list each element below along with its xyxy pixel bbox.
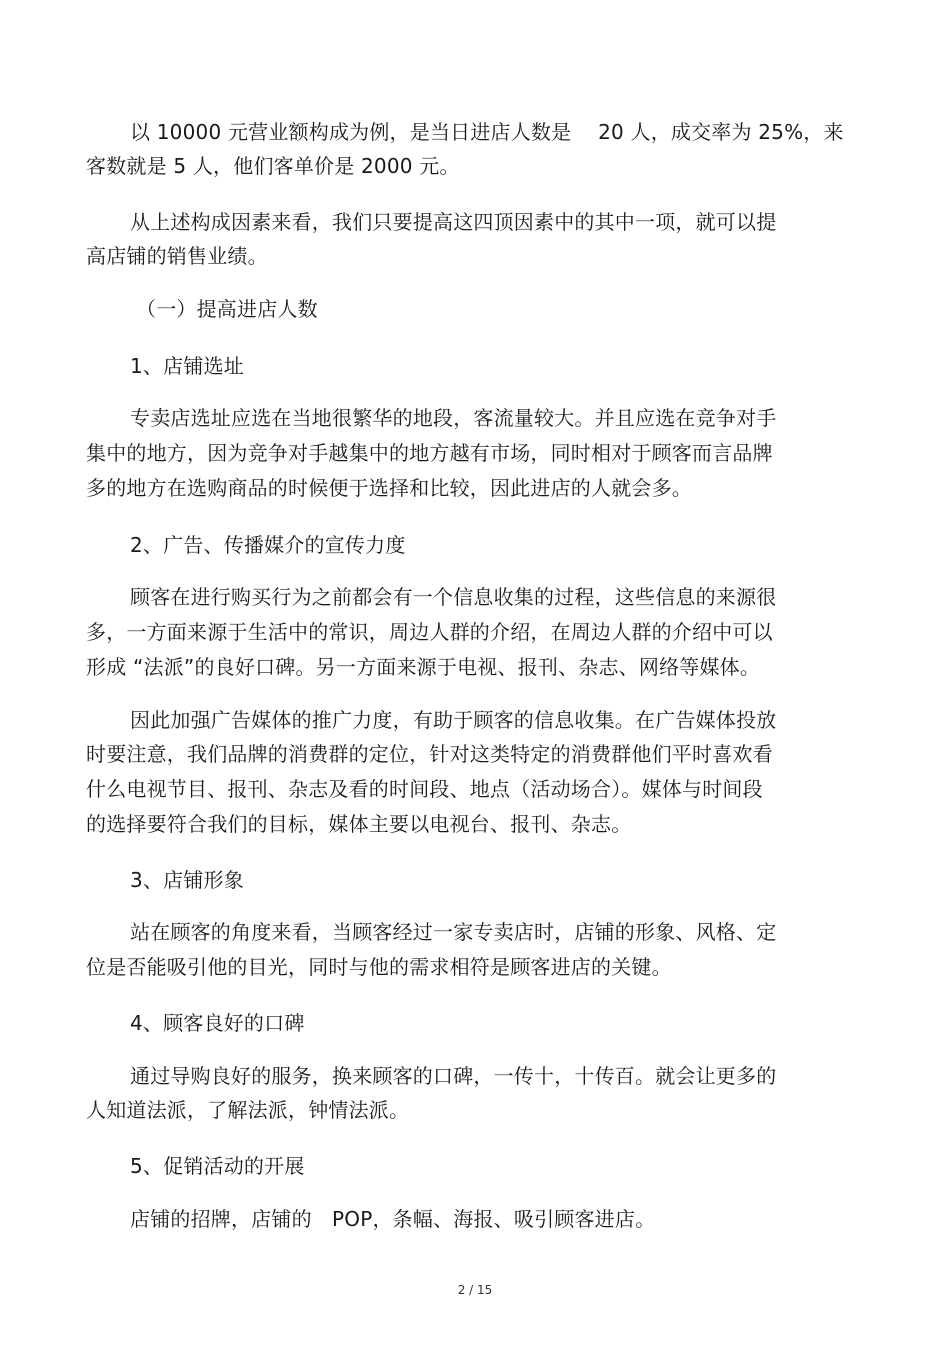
paragraph-line: 什么电视节目、报刊、杂志及看的时间段、地点（活动场合）。媒体与时间段 [86,777,763,801]
paragraph-line: 集中的地方，因为竞争对手越集中的地方越有市场，同时相对于顾客而言品牌 [86,441,773,465]
subsection-heading: 5、促销活动的开展 [130,1154,305,1178]
paragraph-line: 专卖店选址应选在当地很繁华的地段，客流量较大。并且应选在竞争对手 [130,406,777,430]
paragraph-line: 多，一方面来源于生活中的常识，周边人群的介绍，在周边人群的介绍中可以 [86,620,773,644]
paragraph-line: 从上述构成因素来看，我们只要提高这四顶因素中的其中一项，就可以提 [130,210,777,234]
paragraph-line: 店铺的招牌，店铺的 POP，条幅、海报、吸引顾客进店。 [130,1207,656,1231]
paragraph-line: 位是否能吸引他的目光，同时与他的需求相符是顾客进店的关键。 [86,955,672,979]
subsection-heading: 4、顾客良好的口碑 [130,1011,305,1035]
paragraph-line: 形成 “法派”的良好口碑。另一方面来源于电视、报刊、杂志、网络等媒体。 [86,655,761,679]
paragraph-line: 人知道法派，了解法派，钟情法派。 [86,1098,410,1122]
paragraph-line: 站在顾客的角度来看，当顾客经过一家专卖店时，店铺的形象、风格、定 [130,920,777,944]
page-number: 2 / 15 [457,1283,493,1297]
subsection-heading: 3、店铺形象 [130,868,244,892]
paragraph-line: 高店铺的销售业绩。 [86,244,268,268]
paragraph-line: 客数就是 5 人，他们客单价是 2000 元。 [86,154,460,178]
paragraph-line: 通过导购良好的服务，换来顾客的口碑，一传十，十传百。就会让更多的 [130,1064,777,1088]
section-heading: （一）提高进店人数 [136,297,318,321]
subsection-heading: 1、店铺选址 [130,354,244,378]
paragraph-line: 时要注意，我们品牌的消费群的定位，针对这类特定的消费群他们平时喜欢看 [86,742,773,766]
paragraph-line: 以 10000 元营业额构成为例，是当日进店人数是 20 人，成交率为 25%，来 [130,120,844,144]
subsection-heading: 2、广告、传播媒介的宣传力度 [130,533,406,557]
paragraph-line: 因此加强广告媒体的推广力度，有助于顾客的信息收集。在广告媒体投放 [130,708,777,732]
paragraph-line: 顾客在进行购买行为之前都会有一个信息收集的过程，这些信息的来源很 [130,585,777,609]
paragraph-line: 多的地方在选购商品的时候便于选择和比较，因此进店的人就会多。 [86,476,692,500]
paragraph-line: 的选择要符合我们的目标，媒体主要以电视台、报刊、杂志。 [86,812,632,836]
